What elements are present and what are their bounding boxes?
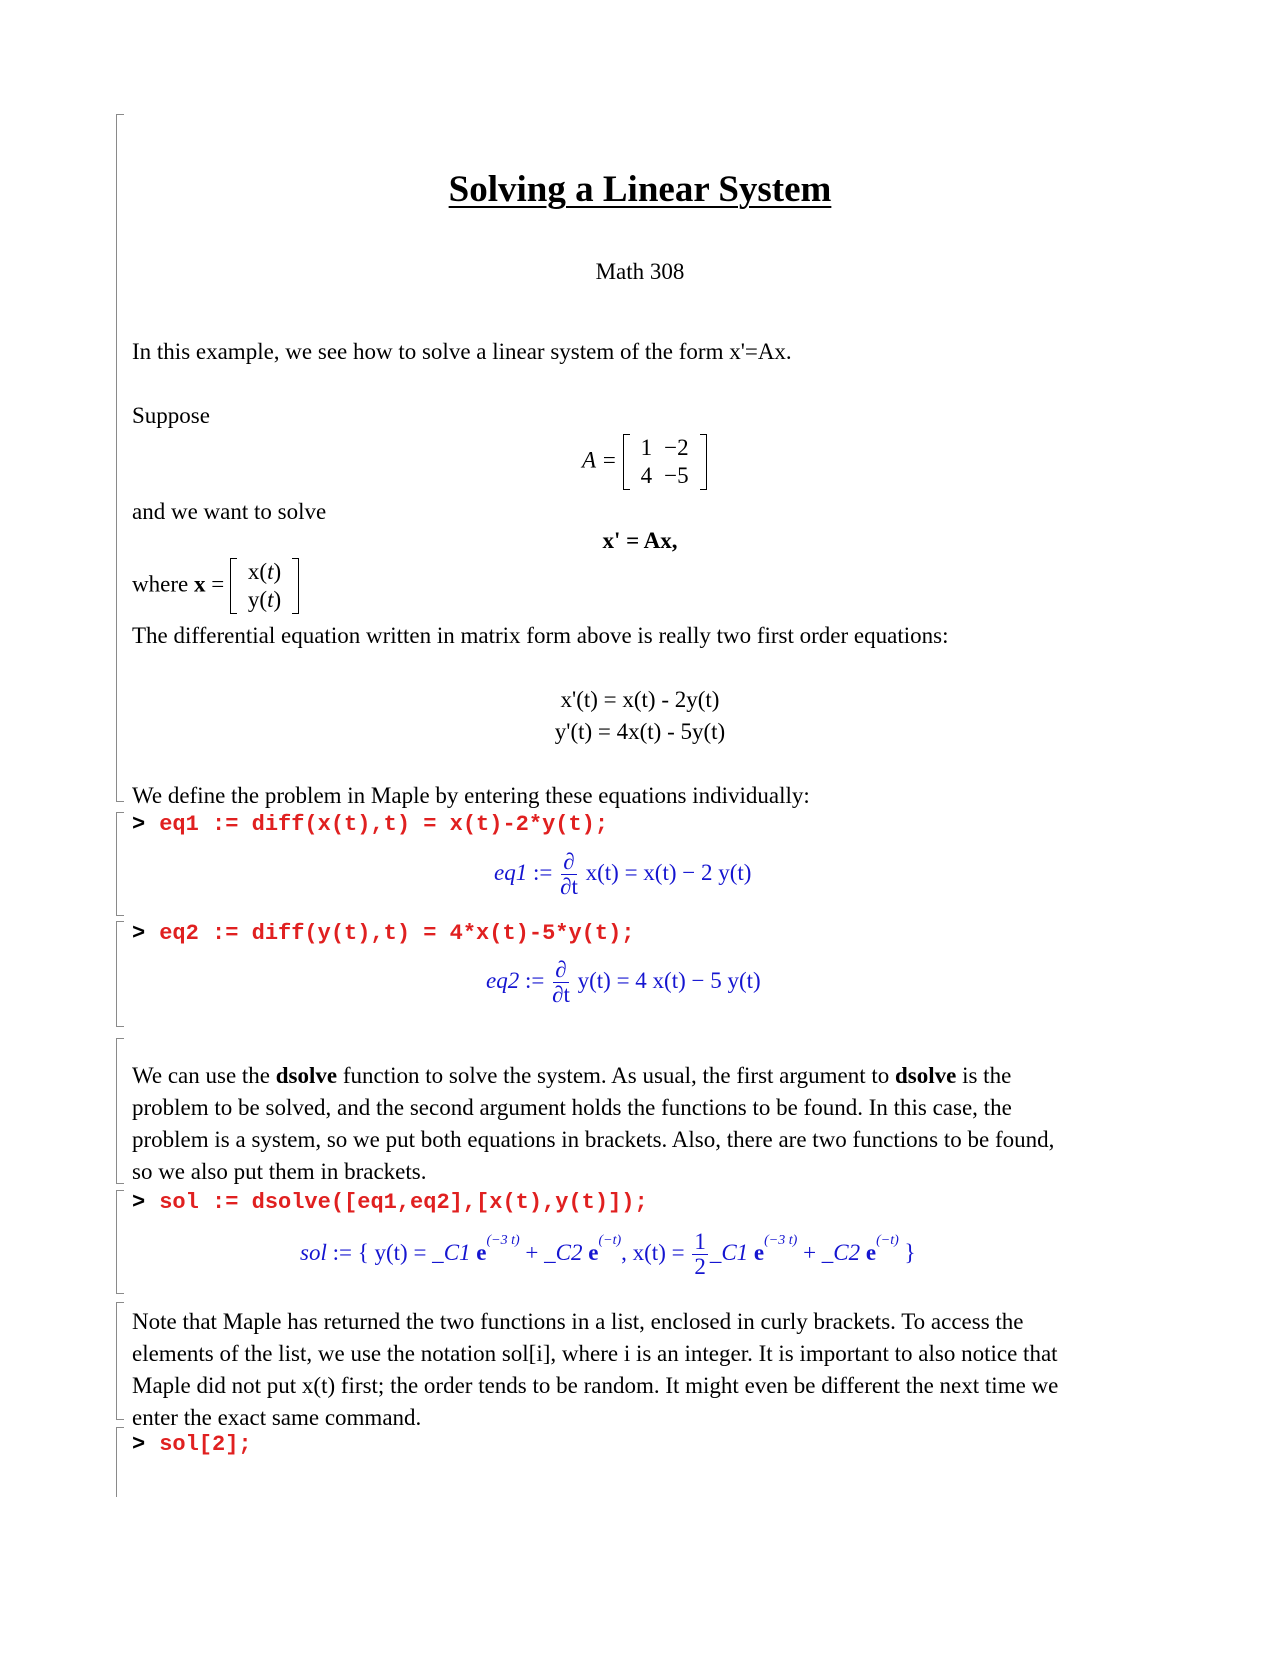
input-text[interactable]: sol[2]; [159,1432,252,1457]
partial-derivative: $\frac{\partial}{\partial t}$ [560,849,578,899]
fraction-one-half: $\frac{1}{2}$ [694,1229,706,1279]
matrix-cell: 1 [640,435,653,460]
section-bracket-sol [116,1190,117,1294]
paragraph-line: enter the exact same command. [132,1405,422,1430]
output-rhs: y(t) = 4 x(t) − 5 y(t) [577,967,761,993]
matrix-a [582,434,707,490]
partial-derivative: $\frac{\partial}{\partial t}$ [552,957,570,1007]
output-rhs: x(t) = x(t) − 2 y(t) [585,859,752,885]
maple-input-sol2[interactable] [132,1432,252,1457]
intro-text: In this example, we see how to solve a linear system of the form x'=Ax. [132,339,792,364]
page-title: Solving a Linear System [448,169,832,210]
vector-entry-y: y(t) [247,587,282,612]
section-bracket-note [116,1302,117,1420]
paragraph-line: Maple did not put x(t) first; the order tends to be random. It might even be different the next time we [132,1373,1059,1398]
course-label: Math 308 [595,259,685,284]
prompt-symbol: > [132,1432,146,1457]
maple-input-sol[interactable] [132,1190,648,1215]
section-bracket-eq1 [116,812,117,916]
diff-eq-text: The differential equation written in matrix form above is really two first order equations: [132,623,949,648]
paragraph-line: elements of the list, we use the notation sol[i], where i is an integer. It is important to also notice that [132,1341,1058,1366]
where-label: where [132,571,189,597]
matrix-label: A = [582,447,617,473]
matrix-cell: 4 [640,463,653,488]
x-vector [230,558,299,614]
dsolve-paragraph [132,1060,1054,1188]
output-lhs: eq2 [486,967,520,993]
maple-output-sol: sol := { y(t) = _C1 $e^{(-3 t)}$ + _C2 $e^{(-t)}$, x(t) = $\frac{1}{2}$ _C1 $e^{(-3 t)}$ + _C2 $e^{(-t)}$ } [300,1229,916,1279]
prompt-symbol: > [132,1190,146,1215]
vector-entry-x: x(t) [247,559,282,584]
maple-output-eq2 [486,958,761,1007]
system-equation: x' = Ax, [602,528,678,553]
define-text: We define the problem in Maple by entering these equations individually: [132,783,810,808]
input-text[interactable]: eq2 := diff(y(t),t) = 4*x(t)-5*y(t); [159,921,635,946]
matrix-brackets [623,434,707,490]
maple-output-eq1 [494,850,751,899]
paragraph-line: We can use the dsolve function to solve the system. As usual, the first argument to dsolve is the [132,1063,1012,1088]
where-vector [132,558,299,614]
note-paragraph [132,1306,1058,1434]
prompt-symbol: > [132,812,146,837]
input-text[interactable]: eq1 := diff(x(t),t) = x(t)-2*y(t); [159,812,609,837]
maple-input-eq2[interactable] [132,921,634,946]
section-bracket-dsolve [116,1038,117,1184]
output-assign: := [527,859,553,885]
output-lhs: eq1 [494,859,528,885]
paragraph-line: problem is a system, so we put both equations in brackets. Also, there are two functions to be found, [132,1127,1055,1152]
want-solve-text: and we want to solve [132,499,327,524]
suppose-text: Suppose [132,403,210,428]
where-x: x [193,571,206,597]
where-equals: = [211,571,225,597]
prompt-symbol: > [132,921,146,946]
section-bracket-eq2 [116,921,117,1027]
paragraph-line: problem to be solved, and the second argument holds the functions to be found. In this case, the [132,1095,1012,1120]
input-text[interactable]: sol := dsolve([eq1,eq2],[x(t),y(t)]); [159,1190,648,1215]
equation-line-2: y'(t) = 4x(t) - 5y(t) [554,719,726,744]
paragraph-line: so we also put them in brackets. [132,1159,427,1184]
paragraph-line: Note that Maple has returned the two functions in a list, enclosed in curly brackets. To access the [132,1309,1024,1334]
section-bracket-sol2 [116,1427,117,1497]
matrix-cell: −5 [664,463,689,488]
matrix-cell: −2 [664,435,689,460]
equation-line-1: x'(t) = x(t) - 2y(t) [560,687,720,712]
output-assign: := [519,967,545,993]
maple-input-eq1[interactable] [132,812,608,837]
